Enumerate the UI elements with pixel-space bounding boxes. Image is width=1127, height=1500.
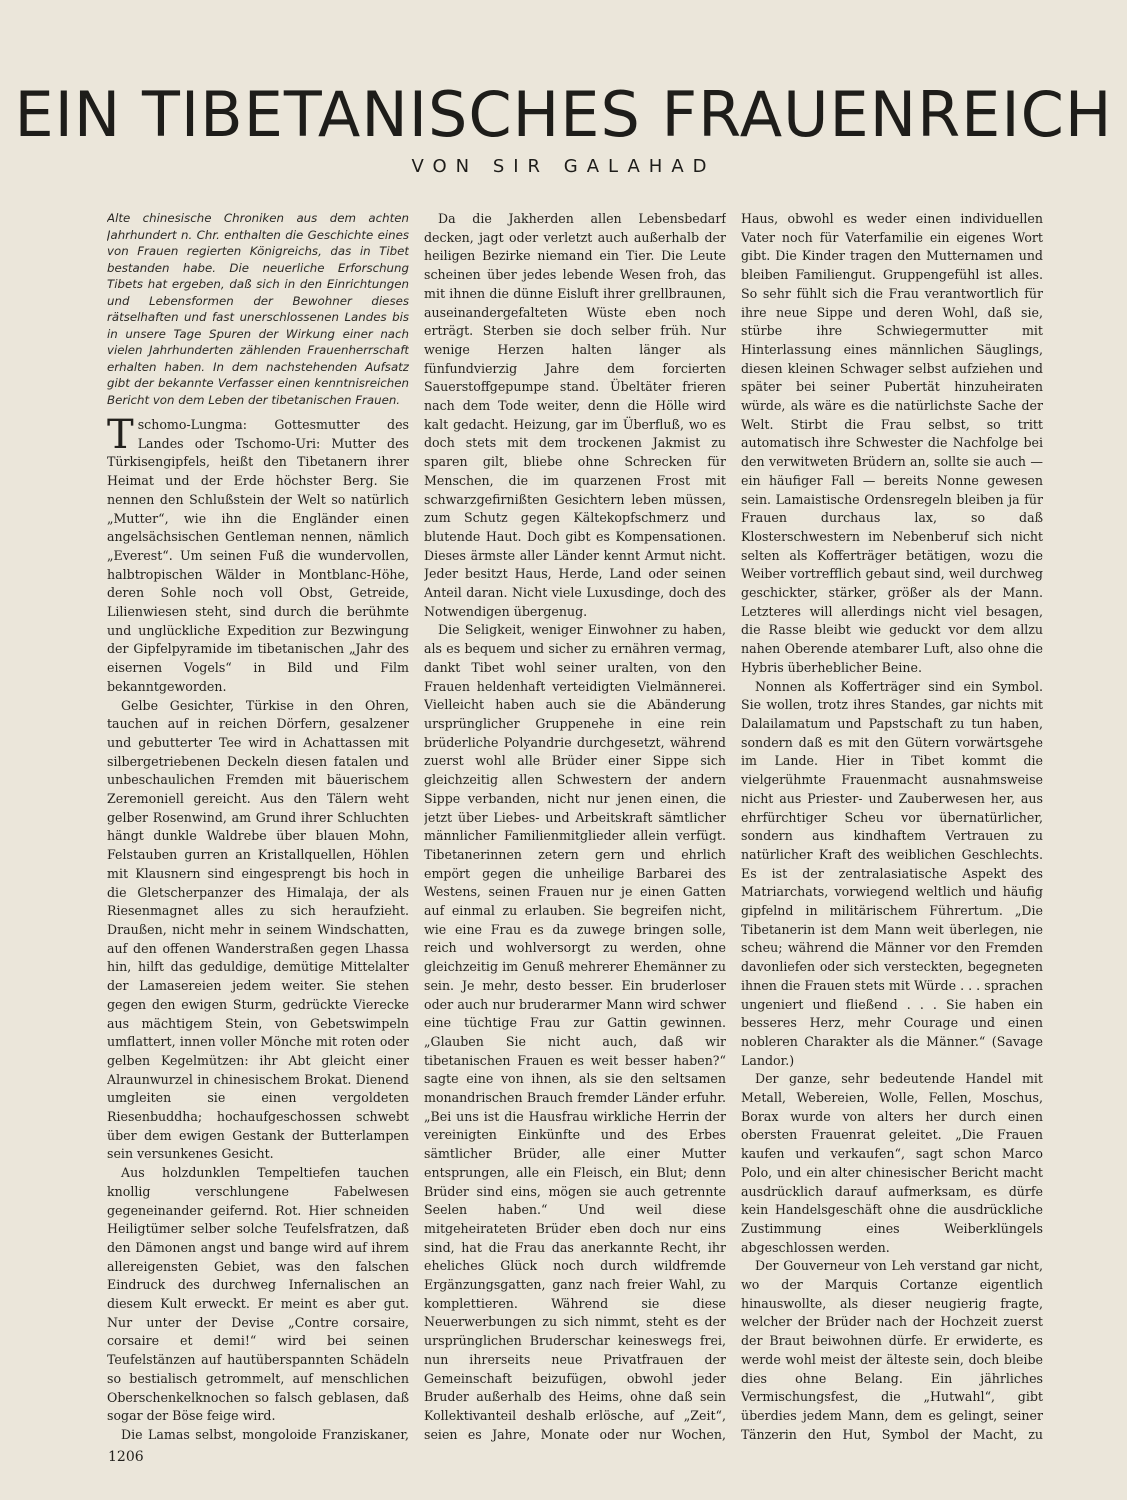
paragraph: Der Gouverneur von Leh verstand gar nicht, wo der Marquis Cortanze eigentlich hinauswollte, als dieser neugierig fragte, welcher der Brüder nach der Hochzeit zuerst der Braut beiwohnen dürfe. Er erwiderte, es werde wohl meist der älteste sein, doch bleibe dies ohne Belang. Ein jährliches Vermischungsfest, die „Hutwahl“, gibt überdies jedem Mann, dem es gelingt, seiner Tänzerin den Hut, Symbol der Macht, zu — [741, 1258, 1043, 1442]
text-column-1 — [107, 210, 409, 1442]
article-title: EIN TIBETANISCHES FRAUENREICH — [14, 78, 1113, 151]
paragraph: Da die Jakherden allen Lebensbedarf decken, jagt oder verletzt auch außerhalb der heiligen Bezirke niemand ein Tier. Die Leute scheinen über jedes lebende Wesen froh, das mit ihnen die dünne Eisluft ihrer grellbraunen, auseinandergefalteten Wüste eben noch erträgt. Sterben sie doch selber früh. Nur wenige Herzen halten länger als fünfundvierzig Jahre dem forcierten Sauerstoffgepumpe stand. Übeltäter frieren nach dem Tode weiter, denn die Hölle wird kalt gedacht. Heizung, gar im Überfluß, wo es doch stets mit dem trockenen Jakmist zu sparen gilt, bliebe ohne Schrecken für Menschen, die im quarzenen Frost mit schwarzgefirnißten Gesichtern leben müssen, zum Schutz gegen Kältekopfschmerz und blutende Haut. Doch gibt es Kompensationen. Dieses ärmste aller Länder kennt Armut nicht. Jeder besitzt Haus, Herde, Land oder seinen Anteil daran. Nicht viele Luxusdinge, doch des Notwendigen übergenug. — [424, 211, 726, 619]
text-column-2 — [424, 210, 726, 1442]
text-column-3 — [741, 210, 1043, 1442]
paragraph: Die Seligkeit, weniger Einwohner zu haben, als es bequem und sicher zu ernähren vermag, dankt Tibet wohl seiner uralten, von den Frauen heldenhaft verteidigten Vielmännerei. Vielleicht haben auch sie die Abänderung ursprünglicher Gruppenehe in eine rein brüderliche Polyandrie durchgesetzt, während zuerst wohl alle Brüder einer Sippe sich gleichzeitig allen Schwestern der andern Sippe verbanden, nicht nur jenen einen, die jetzt über Liebes- und Arbeitskraft sämtlicher männlicher Familienmitglieder allein verfügt. Tibetanerinnen zetern gern und ehrlich empört gegen die unheilige Barbarei des Westens, seinen Frauen nur je einen Gatten auf einmal zu erlauben. Sie begreifen nicht, wie eine Frau es da zuwege bringen solle, reich und wohlversorgt zu werden, ohne gleichzeitig im Genuß mehrerer Ehemänner zu sein. Je mehr, desto besser. Ein bruderloser oder auch nur bruderarmer Mann wird schwer eine tüchtige Frau zur Gattin gewinnen. „Glauben Sie nicht auch, daß wir tibetanischen Frauen es weit besser haben?“ sagte eine von ihnen, als sie den seltsamen monandrischen Brauch fremder Länder erfuhr. „Bei uns ist die Hausfrau wirkliche Herrin der vereinigten Einkünfte und des Erbes sämtlicher Brüder, alle einer Mutter entsprungen, alle ein Fleisch, ein Blut; denn Brüder sind eins, mögen sie auch getrennte Seelen haben.“ Und weil diese mitgeheirateten Brüder eben doch nur eins sind, hat die Frau das anerkannte Recht, ihr eheliches Glück noch durch wildfremde Ergänzungsgatten, ganz nach freier Wahl, zu komplettieren. Während sie diese Neuerwerbungen zu sich nimmt, steht es der ursprünglichen Bruderschar keineswegs frei, nun ihrerseits neue Privatfrauen der Gemeinschaft beizufügen, obwohl jeder Bruder außerhalb des Heims, ohne daß sein Kollektivanteil deshalb erlösche, auf „Zeit“, seien es Jahre, Monate oder nur Wochen, — [424, 622, 726, 1442]
paragraph-text: schomo-Lungma: Gottesmutter des Landes oder Tschomo-Uri: Mutter des Türkisengipfels, heißt den Tibetanern ihrer Heimat und der Erde höchster Berg. Sie nennen den Schlußstein der Welt so natürlich „Mutter“, wie ihn die Engländer einen angelsächsischen Gentleman nennen, nämlich „Everest“. Um seinen Fuß die wundervollen, halbtropischen Wälder in Montblanc-Höhe, deren Sohle noch voll Obst, Getreide, Lilienwiesen steht, sind durch die berühmte und unglückliche Expedition zur Bezwingung der Gipfelpyramide im tibetanischen „Jahr des eisernen Vogels“ in Bild und Film bekanntgeworden. — [107, 417, 409, 694]
paragraph — [107, 412, 409, 697]
paragraph: Gelbe Gesichter, Türkise in den Ohren, tauchen auf in reichen Dörfern, gesalzener und gebutterter Tee wird in Achattassen mit silbergetriebenen Deckeln diesen fatalen und unbeschaulichen Fremden mit bäuerischem Zeremoniell gereicht. Aus den Tälern weht gelber Rosenwind, am Grund ihrer Schluchten hängt dunkle Waldrebe über blauen Mohn, Felstauben gurren an Kristallquellen, Höhlen mit Klausnern sind eingesprengt bis hoch in die Gletscherpanzer des Himalaja, der als Riesenmagnet alles zu sich heraufzieht. Draußen, nicht mehr in seinem Windschatten, auf den offenen Wanderstraßen gegen Lhassa hin, hilft das geduldige, demütige Mittelalter der Lamasereien jedem weiter. Sie stehen gegen den ewigen Sturm, gedrückte Vierecke aus mächtigem Stein, von Gebetswimpeln umflattert, innen voller Mönche mit roten oder gelben Kegelmützen: ihr Abt gleicht einer Alraunwurzel in chinesischem Brokat. Dienend umgleiten sie einen vergoldeten Riesenbuddha; hochaufgeschossen schwebt über dem ewigen Gestank der Butterlampen sein versunkenes Gesicht. — [107, 697, 409, 1162]
paragraph: Aus holzdunklen Tempeltiefen tauchen knollig verschlungene Fabelwesen gegeneinander geifernd. Rot. Hier schneiden Heiligtümer selber solche Teufelsfratzen, daß den Dämonen angst und bange wird auf ihrem allereigensten Gebiet, was den falschen Eindruck des durchweg Infernalischen an diesem Kult erweckt. Er meint es aber gut. Nur unter der Devise „Contre corsaire, corsaire et demi!“ wird bei seinen Teufelstänzen auf hautüberspannten Schädeln so bestialisch getrommelt, auf menschlichen Oberschenkelknochen so falsch geblasen, daß sogar der Böse feige wird. — [107, 1165, 409, 1424]
paragraph: Die Lamas selbst, mongoloide Franziskaner, — [121, 1426, 409, 1442]
paragraph: Nonnen als Kofferträger sind ein Symbol. Sie wollen, trotz ihres Standes, gar nichts mit Dalailamatum und Papstschaft zu tun haben, sondern daß es mit den Gütern vorwärtsgehe im Lande. Hier in Tibet kommt die vielgerühmte Frauenmacht ausnahmsweise nicht aus Priester- und Zauberwesen her, aus ehrfürchtiger Scheu vor übernatürlicher, sondern aus kindhaftem Vertrauen zu natürlicher Kraft des weiblichen Geschlechts. Es ist der zentralasiatische Aspekt des Matriarchats, vorwiegend weltlich und häufig gipfelnd in militärischem Führertum. „Die Tibetanerin ist dem Mann weit überlegen, nie scheu; während die Männer vor den Fremden davonliefen oder sich versteckten, begegneten ihnen die Frauen stets mit Würde . . . sprachen ungeniert und fließend . . . Sie haben ein besseres Herz, mehr Courage und einen nobleren Charakter als die Männer.“ (Savage Landor.) — [741, 678, 1043, 1068]
paragraph: Der ganze, sehr bedeutende Handel mit Metall, Webereien, Wolle, Fellen, Moschus, Borax wurde von alters her durch einen obersten Frauenrat geleitet. „Die Frauen kaufen und verkaufen“, sagt schon Marco Polo, und ein alter chinesischer Bericht macht ausdrücklich darauf aufmerksam, es dürfe kein Handelsgeschäft ohne die ausdrückliche Zustimmung eines Weiberklüngels abgeschlossen werden. — [741, 1071, 1043, 1255]
article-byline: VON SIR GALAHAD — [411, 156, 716, 177]
article-intro: Alte chinesische Chroniken aus dem achten Jahrhundert n. Chr. enthalten die Geschichte eines von Frauen regierten Königreichs, das in Tibet bestanden habe. Die neuerliche Erforschung Tibets hat ergeben, daß sich in den Einrichtungen und Lebensformen der Bewohner dieses rätselhaften und fast unerschlossenen Landes bis in unsere Tage Spuren der Wirkung einer nach vielen Jahrhunderten zählenden Frauenherrschaft erhalten haben. In dem nachstehenden Aufsatz gibt der bekannte Verfasser einen kenntnisreichen Bericht von dem Leben der tibetanischen Frauen. — [107, 211, 409, 407]
drop-cap: T — [107, 412, 134, 458]
page-number: 1206 — [108, 1449, 144, 1465]
paragraph: Haus, obwohl es weder einen individuellen Vater noch für Vaterfamilie ein eigenes Wort gibt. Die Kinder tragen den Mutternamen und bleiben Familiengut. Gruppengefühl ist alles. So sehr fühlt sich die Frau verantwortlich für ihre neue Sippe und deren Wohl, daß sie, stürbe ihre Schwiegermutter mit Hinterlassung eines männlichen Säuglings, diesen kleinen Schwager selbst aufziehen und später bei seiner Pubertät hinzuheiraten würde, als wäre es die natürlichste Sache der Welt. Stirbt die Frau selbst, so tritt automatisch ihre Schwester die Nachfolge bei den verwitweten Brüdern an, sollte sie auch — ein häufiger Fall — bereits Nonne gewesen sein. Lamaistische Ordensregeln bleiben ja für Frauen durchaus lax, so daß Klosterschwestern im Nebenberuf sich nicht selten als Kofferträger betätigen, wozu die Weiber vortrefflich gebaut sind, weil durchweg geschickter, stärker, größer als der Mann. Letzteres will allerdings nicht viel besagen, die Rasse bleibt wie geduckt vor dem allzu nahen Oberende atembarer Luft, also ohne die Hybris überheblicher Beine. — [741, 211, 1043, 675]
